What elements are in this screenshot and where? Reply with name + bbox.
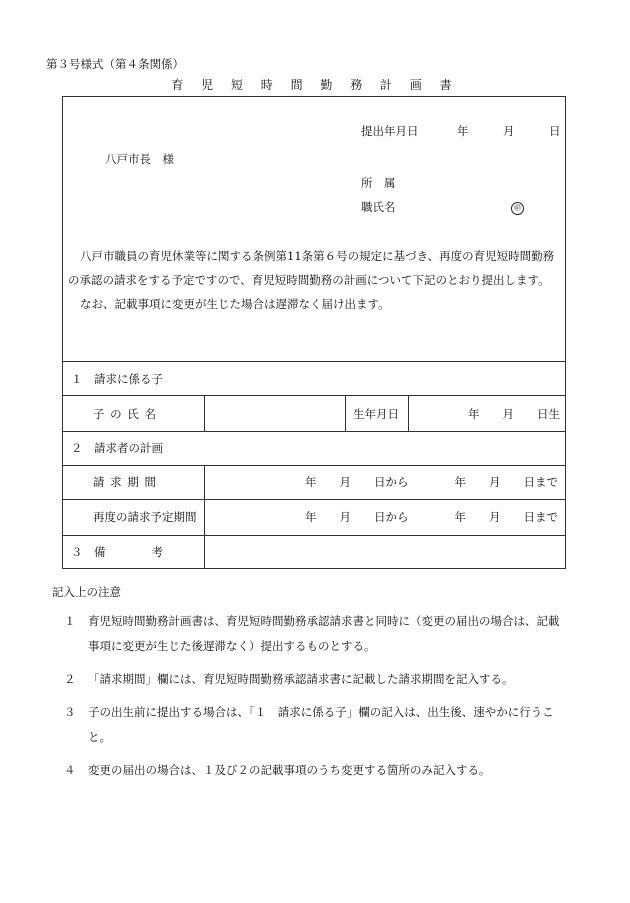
birth-date-label: 生年月日	[353, 407, 399, 421]
note-item	[64, 609, 564, 659]
note-item	[64, 700, 564, 750]
section-2-heading: ２ 請求者の計画	[71, 441, 163, 455]
note-number: ３	[64, 705, 76, 719]
note-text: 変更の届出の場合は、１及び２の記載事項のうち変更する箇所のみ記入する。	[88, 763, 491, 777]
declaration-paragraph: 八戸市職員の育児休業等に関する条例第11条第６号の規定に基づき、再度の育児短時間勤務の承認の請求をする予定ですので、育児短時間勤務の計画について下記のとおり提出します。	[68, 249, 555, 287]
addressee: 八戸市長 様	[105, 152, 174, 166]
planned-rerequest-period-field[interactable]: 年 月 日から 年 月 日まで	[305, 510, 558, 524]
name-label: 職氏名	[361, 200, 396, 214]
note-text: 育児短時間勤務計画書は、育児短時間勤務承認請求書と同時に（変更の届出の場合は、記載事項に変更が生じた後遅滞なく）提出するものとする。	[88, 614, 560, 653]
declaration-text	[68, 244, 562, 316]
divider	[408, 395, 409, 431]
seal-mark	[511, 199, 524, 215]
submission-date-month[interactable]: 月	[503, 124, 515, 138]
declaration-paragraph: なお、記載事項に変更が生じた場合は遅滞なく届け出ます。	[80, 297, 390, 311]
note-item	[64, 667, 564, 692]
divider	[63, 431, 565, 432]
note-number: ４	[64, 763, 76, 777]
section-3-heading: ３ 備 考	[71, 545, 163, 559]
form-number-label: 第３号様式（第４条関係）	[46, 57, 184, 71]
submission-date-label: 提出年月日	[361, 124, 419, 138]
notes-title: 記入上の注意	[52, 585, 121, 599]
child-name-field[interactable]	[205, 396, 345, 431]
birth-date-field[interactable]: 年 月 日生	[468, 407, 560, 421]
notes-list	[64, 609, 564, 791]
planned-rerequest-period-label: 再度の請求予定期間	[93, 510, 197, 524]
request-period-label: 請 求 期 間	[93, 475, 157, 489]
submission-date-day[interactable]: 日	[549, 124, 561, 138]
note-text: 子の出生前に提出する場合は、「１ 請求に係る子」欄の記入は、出生後、速やかに行うこと。	[88, 705, 554, 744]
submission-date-year[interactable]: 年	[457, 124, 469, 138]
divider	[63, 499, 565, 500]
divider	[63, 361, 565, 362]
affiliation-label: 所 属	[361, 176, 396, 190]
seal-icon: ㊞	[511, 202, 524, 215]
divider	[345, 395, 346, 431]
section-1-heading: １ 請求に係る子	[71, 372, 163, 386]
note-text: 「請求期間」欄には、育児短時間勤務承認請求書に記載した請求期間を記入する。	[88, 672, 514, 686]
child-name-label: 子 の 氏 名	[93, 407, 157, 421]
remarks-field[interactable]	[205, 536, 565, 568]
form-frame	[62, 96, 566, 569]
divider	[63, 465, 565, 466]
request-period-field[interactable]: 年 月 日から 年 月 日まで	[305, 475, 558, 489]
note-item	[64, 758, 564, 783]
note-number: １	[64, 614, 76, 628]
document-title: 育 児 短 時 間 勤 務 計 画 書	[171, 78, 459, 92]
note-number: ２	[64, 672, 76, 686]
